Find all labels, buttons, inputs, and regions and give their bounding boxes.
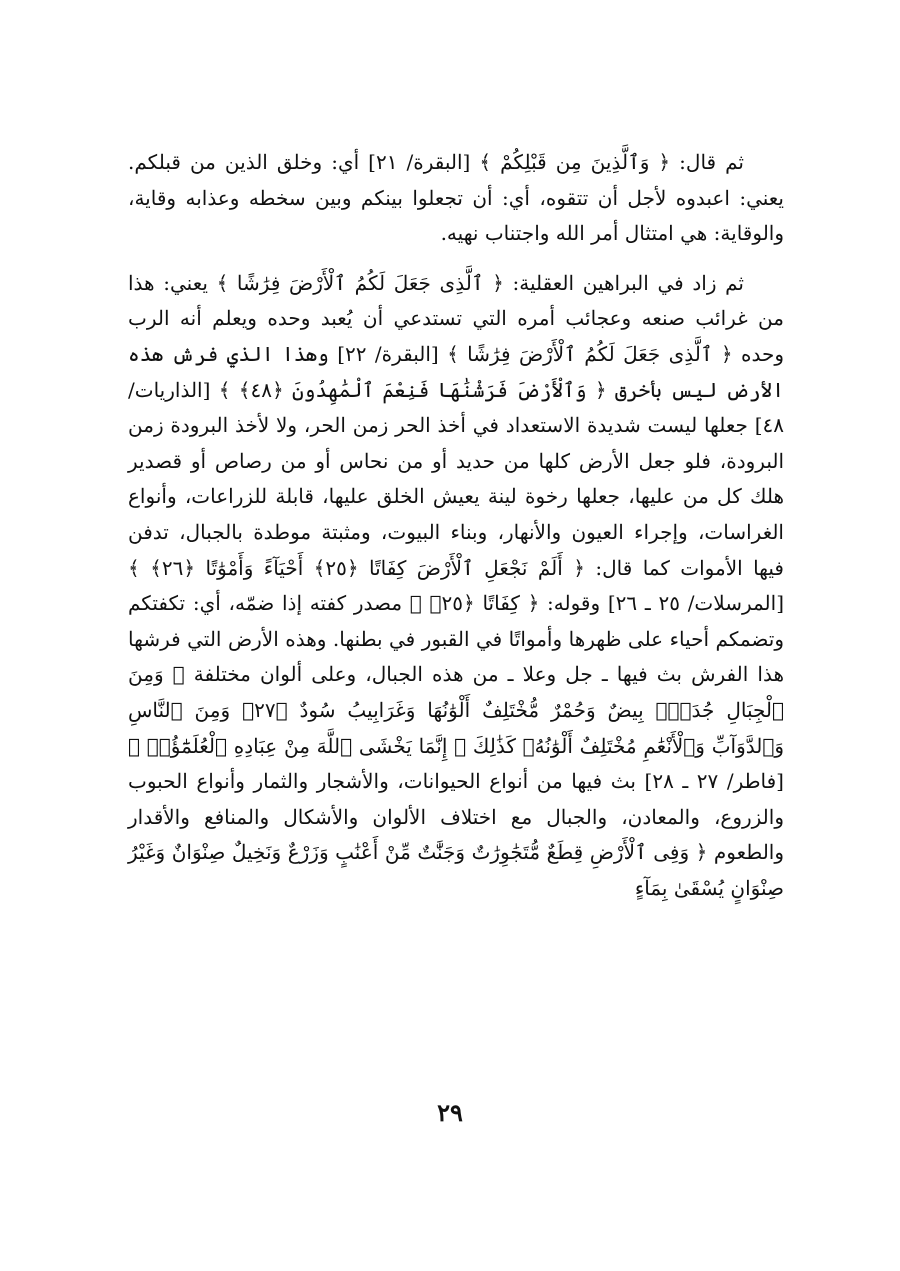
paragraph-1: ثم قال: ﴿ وَٱلَّذِينَ مِن قَبْلِكُمْ ﴾ [البقرة/ ٢١] أي: وخلق الذين من قبلكم. يعني: اعبدوه لأجل أن تتقوه، أي: أن تجعلوا بينكم وبين سخطه وعذابه وقاية، والوقاية: هي امتثال أمر الله واجتناب نهيه.: [128, 150, 784, 246]
page-number: ٢٩: [437, 1098, 463, 1127]
paragraph-2: ثم زاد في البراهين العقلية: ﴿ ٱلَّذِى جَعَلَ لَكُمُ ٱلْأَرْضَ فِرَٰشًا ﴾ يعني: هذا من غرائب صنعه وعجائب أمره التي تستدعي أن يُعبد وحده ويعلم أنه الرب وحده ﴿ ٱلَّذِى جَعَلَ لَكُمُ ٱلْأَرْضَ فِرَٰشًا ﴾ [البقرة/ ٢٢] وهذا الذي فرش هذه الأرض ليس بأخرق ﴿ وَٱلْأَرْضَ فَرَشْنَٰهَا فَنِعْمَ ٱلْمَٰهِدُونَ ﴿٤٨﴾ ﴾ [الذاريات/ ٤٨] جعلها ليست شديدة الاستعداد في أخذ الحر زمن الحر، ولا لأخذ البرودة زمن البرودة، فلو جعل الأرض كلها من حديد أو من نحاس أو من رصاص أو قصدير هلك كل من عليها، جعلها رخوة لينة يعيش الخلق عليها، قابلة للزراعات، وأنواع الغراسات، وإجراء العيون والأنهار، وبناء البيوت، ومثبتة موطدة بالجبال، تدفن فيها الأموات كما قال: ﴿ أَلَمْ نَجْعَلِ ٱلْأَرْضَ كِفَاتًا ﴿٢٥﴾ أَحْيَآءً وَأَمْوَٰتًا ﴿٢٦﴾ ﴾ [المرسلات/ ٢٥ ـ ٢٦] وقوله: ﴿ كِفَاتًا ﴿٢٥﴾ ﴾ مصدر كفته إذا ضمّه، أي: تكفتكم وتضمكم أحياء على ظهرها وأمواتًا في القبور في بطنها. وهذه الأرض التي فرشها هذا الفرش بث فيها ـ جل وعلا ـ من هذه الجبال، وعلى ألوان مختلفة ﴿ وَمِنَ ٱلْجِبَالِ جُدَدٌۢ بِيضٌ وَحُمْرٌ مُّخْتَلِفٌ أَلْوَٰنُهَا وَغَرَابِيبُ سُودٌ ﴿٢٧﴾ وَمِنَ ٱلنَّاسِ وَٱلدَّوَآبِّ وَٱلْأَنْعَٰمِ مُخْتَلِفٌ أَلْوَٰنُهُۥ كَذَٰلِكَ ۗ إِنَّمَا يَخْشَى ٱللَّهَ مِنْ عِبَادِهِ ٱلْعُلَمَٰٓؤُا۟ ﴾ [فاطر/ ٢٧ ـ ٢٨] بث فيها من أنواع الحيوانات، والأشجار والثمار وأنواع الحبوب والزروع، والمعادن، والجبال مع اختلاف الألوان والأشكال والمنافع والأقدار والطعوم ﴿ وَفِى ٱلْأَرْضِ قِطَعٌ مُّتَجَٰوِرَٰتٌ وَجَنَّٰتٌ مِّنْ أَعْنَٰبٍ وَزَرْعٌ وَنَخِيلٌ صِنْوَانٌ وَغَيْرُ صِنْوَانٍ يُسْقَىٰ بِمَآءٍ: [128, 270, 785, 900]
page-body: [128, 145, 784, 906]
